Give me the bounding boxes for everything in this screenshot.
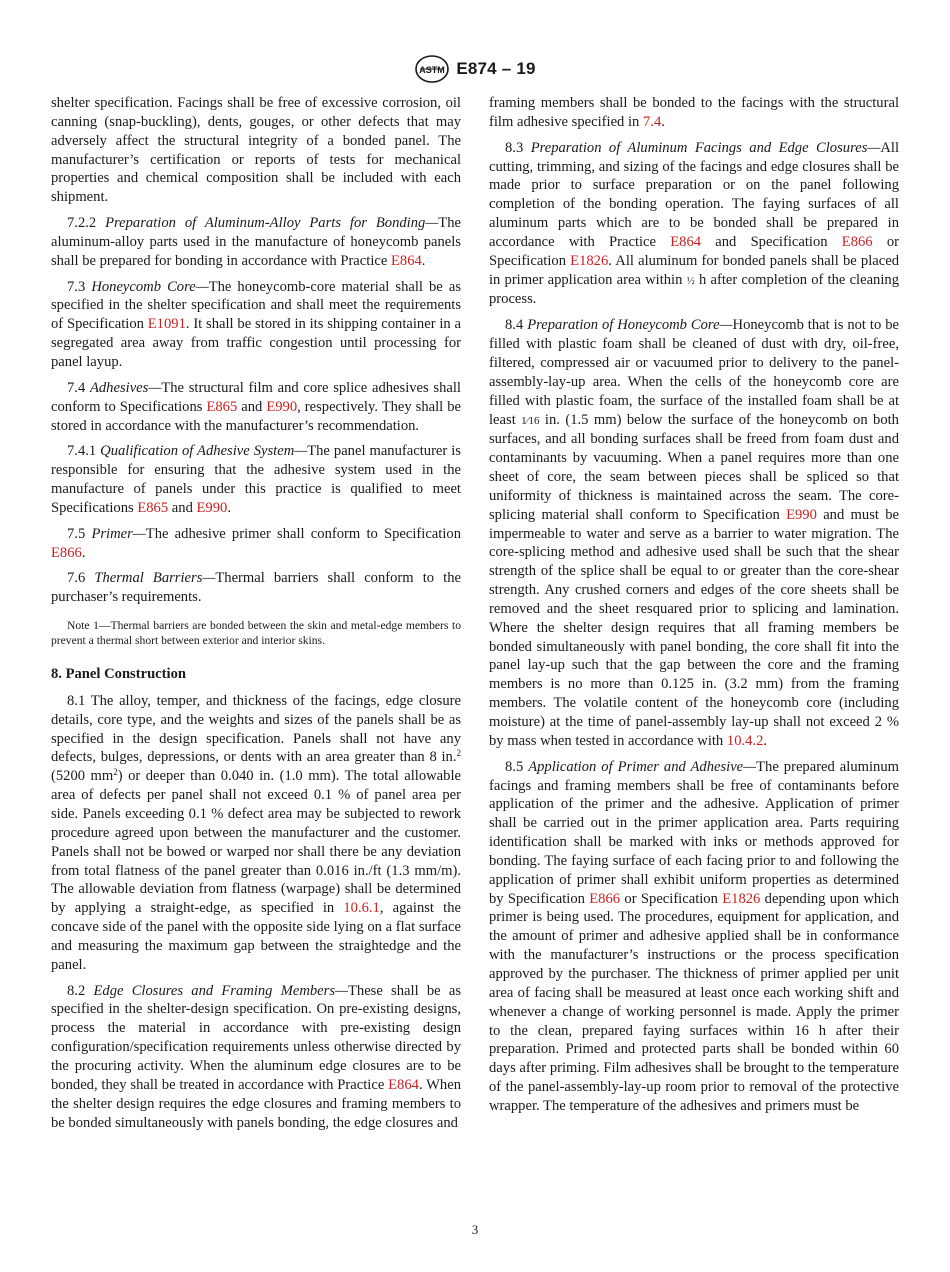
section-7-2-2: 7.2.2 Preparation of Aluminum-Alloy Parts for Bonding—The aluminum-alloy parts used in the manufacture of honeycomb panels shall be prepared for bonding in accordance with Practice E864.: [51, 215, 461, 269]
section-8-5: 8.5 Application of Primer and Adhesive—The prepared aluminum facings and framing members shall be free of contaminants before application of the primer and the adhesive. Application of primer shall be carried out in the primer application area. Parts requiring identification shall be marked with inks or methods approved for bonding. The faying surface of each facing prior to and following the application of primer shall exhibit uniform properties as determined by Specification E866 or Specification E1826 depending upon which primer is being used. The procedures, equipment for application, and the amount of primer and adhesive applied shall be in conformance with the manufacturer’s instructions or the process specification approved by the purchaser. The thickness of primer applied per unit area of facing shall be measured at least once each working shift and whenever a change of working personnel is made. Apply the primer to the clean, prepared faying surfaces within 16 h after their preparation. Primed and protected parts shall be bonded within 60 days after priming. Film adhesives shall be brought to the temperature of the panel-assembly-lay-up room prior to removal of the protective wrapper. The temperature of the adhesives and primers must be: [489, 758, 899, 1114]
ref-7-4-link[interactable]: 7.4: [643, 113, 662, 130]
standard-designation: E874 – 19: [456, 59, 536, 78]
ref-e1826-link[interactable]: E1826: [570, 252, 609, 269]
section-8-2: 8.2 Edge Closures and Framing Members—These shall be as specified in the shelter-design specification. On pre-existing designs, process the material in accordance with pre-existing design configuration/specification requirements unless otherwise directed by the procuring activity. When the aluminum edge closures are to be bonded, they shall be treated in accordance with Practice E864. When the shelter design requires the edge closures and framing members to be bonded simultaneously with panels bonding, the edge closures and: [51, 982, 461, 1131]
right-column: [489, 94, 899, 1123]
section-7-5: 7.5 Primer—The adhesive primer shall conform to Specification E866.: [51, 525, 461, 561]
section-7-6: 7.6 Thermal Barriers—Thermal barriers shall conform to the purchaser’s requirements.: [51, 570, 462, 606]
section-8-2-continued: framing members shall be bonded to the facings with the structural film adhesive specified in 7.4.: [489, 95, 899, 130]
section-7-3: 7.3 Honeycomb Core—The honeycomb-core material shall be as specified in the shelter specification and shall meet the requirements of Specification E1091. It shall be stored in its shipping container in a segregated area away from traffic congestion until processing for panel layup.: [51, 278, 461, 370]
left-column: [51, 94, 461, 1139]
ref-10-6-1-link[interactable]: 10.6.1: [343, 900, 380, 917]
section-8-1: 8.1 The alloy, temper, and thickness of the facings, edge closure details, core type, and the weights and sizes of the panels shall be as specified in the design specification. Panels shall not have any defects, bulges, depressions, or dents with an area greater than 8 in.$^2$ (5200 $mm^2$) or deeper than 0.040 in. (1.0 mm). The total allowable area of defects per panel shall not exceed 0.1 % of panel area per side. Panels exceeding 0.1 % defect area may be subjected to rework procedure agreed upon between the manufacturer and the customer. Panels shall not be bowed or warped nor shall there be any deviation from total flatness of the panel greater than 0.016 in./ft (1.3 mm/m). The allowable deviation from flatness (warpage) shall be determined by applying a straight-edge, as specified in 10.6.1, against the concave side of the panel with the opposite side lying on a flat surface and measuring the maximum gap between the straightedge and the panel.: [51, 692, 461, 973]
section-7-4-1: 7.4.1 Qualification of Adhesive System—The panel manufacturer is responsible for ensuring that the adhesive system used in the manufacture of panels under this practice is qualified to meet Specifications E865 and E990.: [51, 443, 461, 516]
ref-e864-link[interactable]: E864: [390, 252, 422, 269]
ref-e1091-link[interactable]: E1091: [147, 316, 186, 333]
ref-e866-link[interactable]: E866: [51, 544, 82, 561]
ref-e865-link[interactable]: E865: [137, 499, 169, 516]
section-8-heading: 8. Panel Construction: [51, 666, 186, 683]
ref-e865-link[interactable]: E865: [206, 398, 238, 415]
ref-e1826-link[interactable]: E1826: [722, 890, 761, 907]
section-8-4: 8.4 Preparation of Honeycomb Core—Honeycomb that is not to be filled with plastic foam shall be cleaned of dust with dry, oil-free, filtered, compressed air or vacuumed prior to delivery to the panel-assembly-lay-up area. When the cells of the honeycomb core are filled with plastic foam, the surface of the installed foam shall be at least 1⁄16 in. (1.5 mm) below the surface of the honeycomb on both surfaces, and all bonding surfaces shall be freed from foam dust and contaminants by vacuuming. When a panel requires more than one sheet of core, the seam between pieces shall be spliced so that uniformity of thickness is maintained across the seam. The core-splicing material shall conform to Specification E990 and must be impermeable to water and serve as a barrier to water migration. The core-splicing method and adhesive used shall be such that the shear strength of the splice shall be equal to or greater than the core-shear strength. Any crushed corners and edges of the core sheets shall be removed and the sheet resquared prior to splicing and lamination. Where the shelter design requires that all framing members be bonded simultaneously with panel bonding, the core shall fit into the panel lay-up such that the gap between the core and the framing members is no more than 0.125 in. (3.2 mm) from the framing members. The volatile content of the honeycomb core (including moisture) at the time of panel-assembly lay-up shall not exceed 2 % by mass when tested in accordance with 10.4.2.: [489, 317, 899, 749]
svg-text:ASTM: ASTM: [419, 65, 446, 75]
ref-10-4-2-link[interactable]: 10.4.2: [726, 732, 764, 749]
note-1: Note 1—Thermal barriers are bonded between the skin and metal-edge members to prevent a thermal short between exterior and interior skins.: [51, 619, 461, 648]
section-7-4: 7.4 Adhesives—The structural film and core splice adhesives shall conform to Specifications E865 and E990, respectively. They shall be stored in accordance with the manufacturer’s recommendation.: [51, 379, 461, 434]
page-header: [0, 54, 950, 84]
page-number: 3: [471, 1222, 479, 1237]
section-8-3: 8.3 Preparation of Aluminum Facings and Edge Closures—All cutting, trimming, and sizing of the facings and edge closures shall be made prior to surface preparation or on the panel following completion of the bonding operation. The faying surfaces of all aluminum parts which are to be bonded shall be prepared in accordance with Practice E864 and Specification E866 or Specification E1826. All aluminum for bonded panels shall be placed in primer application area within ½ h after completion of the cleaning process.: [489, 139, 900, 308]
ref-e864-link[interactable]: E864: [388, 1076, 419, 1093]
ref-e990-link[interactable]: E990: [786, 506, 817, 523]
ref-e864-link[interactable]: E864: [670, 233, 702, 250]
ref-e990-link[interactable]: E990: [266, 398, 298, 415]
ref-e866-link[interactable]: E866: [841, 233, 873, 250]
ref-e990-link[interactable]: E990: [196, 499, 228, 516]
astm-logo-icon: [414, 54, 450, 84]
paragraph-7-2-1-continued: shelter specification. Facings shall be free of excessive corrosion, oil canning (snap-buckling), dents, gouges, or other defects that may adversely affect the structural integrity of a bonded panel. The manufacturer’s certification or reports of tests for mechanical properties and chemical composition shall be included with each shipment.: [51, 95, 461, 206]
ref-e866-link[interactable]: E866: [589, 890, 621, 907]
